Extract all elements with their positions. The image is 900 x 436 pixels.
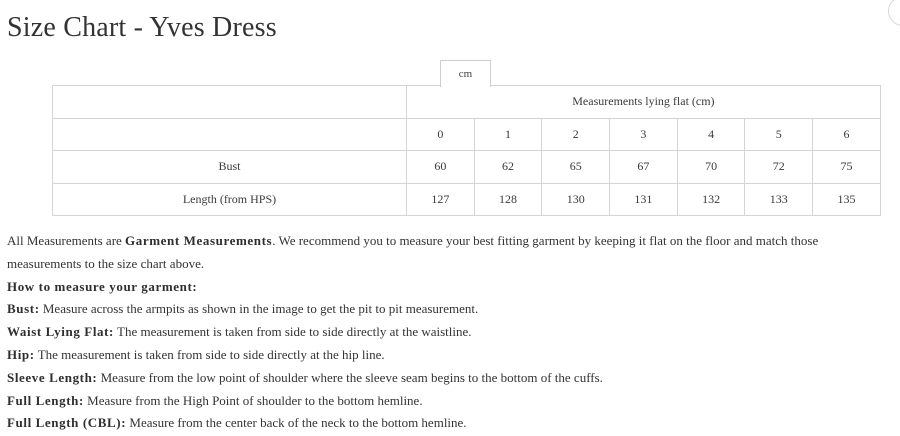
note-term: Hip: (7, 346, 35, 362)
note-term: Full Length (CBL): (7, 415, 127, 431)
size-header: 4 (677, 118, 745, 151)
page-title: Size Chart - Yves Dress (7, 12, 277, 43)
table-cell: 130 (542, 183, 610, 216)
note-term: Waist Lying Flat: (7, 324, 114, 340)
intro-suffix: . We recommend you to measure your best fitting garment by keeping it flat on the floor and match those (272, 233, 819, 248)
table-cell: 135 (813, 183, 881, 216)
note-item-full-length (7, 390, 897, 413)
note-item-full-length-cbl (7, 412, 897, 435)
note-item-sleeve (7, 367, 897, 390)
size-header: 3 (610, 118, 678, 151)
row-label: Bust (53, 151, 407, 184)
intro-line-1 (7, 230, 897, 253)
table-row-bust (53, 151, 881, 184)
intro-bold-term: Garment Measurements (125, 233, 273, 248)
table-cell: 133 (745, 183, 813, 216)
table-cell: 65 (542, 151, 610, 184)
note-text: Measure from the center back of the neck to the bottom hemline. (126, 415, 467, 431)
table-header-row (53, 86, 881, 119)
table-cell: 128 (474, 183, 542, 216)
note-text: Measure from the High Point of shoulder to the bottom hemline. (83, 392, 423, 408)
table-cell: 127 (407, 183, 475, 216)
unit-tab-cm[interactable]: cm (440, 60, 491, 87)
row-label: Length (from HPS) (53, 183, 407, 216)
table-cell: 70 (677, 151, 745, 184)
note-text: The measurement is taken from side to side directly at the waistline. (114, 324, 472, 340)
note-term: Bust: (7, 301, 40, 317)
note-text: The measurement is taken from side to side directly at the hip line. (34, 346, 385, 362)
measurement-notes (7, 230, 897, 435)
note-term: Full Length: (7, 392, 84, 408)
size-header: 5 (745, 118, 813, 151)
table-row-length (53, 183, 881, 216)
size-chart-table (52, 85, 881, 216)
table-cell: 60 (407, 151, 475, 184)
how-to-heading: How to measure your garment: (7, 278, 198, 294)
empty-size-label-cell (53, 118, 407, 151)
table-cell: 67 (610, 151, 678, 184)
note-item-bust (7, 298, 897, 321)
intro-prefix: All Measurements are (7, 233, 126, 248)
size-header-row (53, 118, 881, 151)
measurements-group-header: Measurements lying flat (cm) (407, 86, 881, 119)
note-term: Sleeve Length: (7, 369, 98, 385)
size-header: 6 (813, 118, 881, 151)
size-header: 2 (542, 118, 610, 151)
size-header: 0 (407, 118, 475, 151)
note-item-hip (7, 344, 897, 367)
size-header: 1 (474, 118, 542, 151)
note-item-waist (7, 321, 897, 344)
note-text: Measure from the low point of shoulder where the sleeve seam begins to the bottom of the cuffs. (97, 369, 603, 385)
table-cell: 72 (745, 151, 813, 184)
table-cell: 75 (813, 151, 881, 184)
note-text: Measure across the armpits as shown in the image to get the pit to pit measurement. (39, 301, 479, 317)
intro-line-2: measurements to the size chart above. (7, 255, 205, 271)
table-cell: 132 (677, 183, 745, 216)
corner-button[interactable] (888, 0, 900, 26)
table-cell: 131 (610, 183, 678, 216)
table-cell: 62 (474, 151, 542, 184)
empty-header-cell (53, 86, 407, 119)
